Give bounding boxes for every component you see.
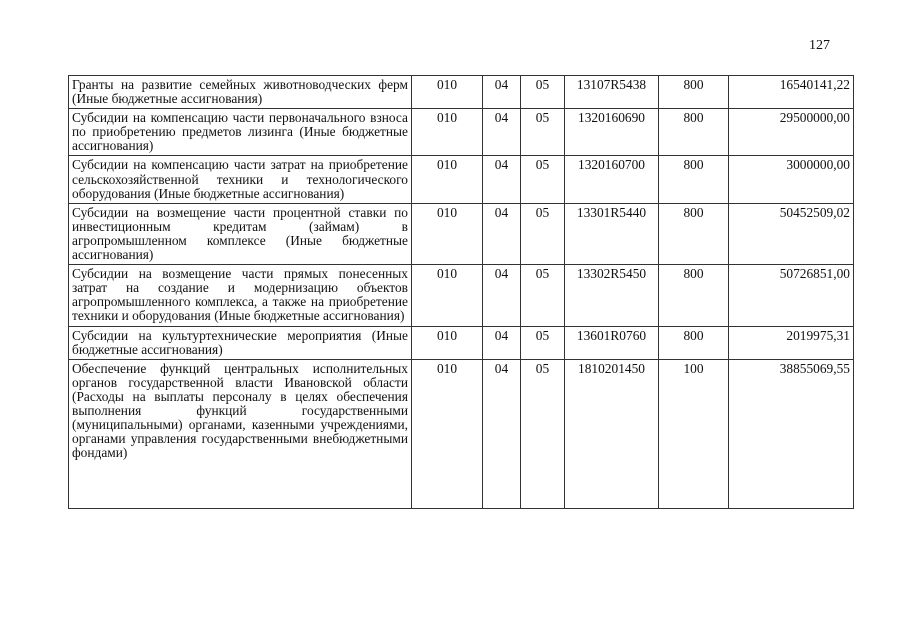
table-row — [69, 359, 854, 508]
section-code: 04 — [483, 265, 521, 326]
subsection-code: 05 — [521, 265, 565, 326]
row-description: Субсидии на культуртехнические мероприятия (Иные бюджетные ассигнования) — [69, 326, 412, 359]
expense-type-code: 800 — [659, 156, 729, 203]
section-code: 04 — [483, 326, 521, 359]
amount-value: 50452509,02 — [729, 203, 854, 264]
amount-value: 29500000,00 — [729, 109, 854, 156]
target-code: 13301R5440 — [565, 203, 659, 264]
ministry-code: 010 — [412, 203, 483, 264]
target-code: 1320160700 — [565, 156, 659, 203]
subsection-code: 05 — [521, 76, 565, 109]
section-code: 04 — [483, 156, 521, 203]
target-code: 13601R0760 — [565, 326, 659, 359]
expense-type-code: 800 — [659, 76, 729, 109]
amount-value: 50726851,00 — [729, 265, 854, 326]
subsection-code: 05 — [521, 326, 565, 359]
ministry-code: 010 — [412, 156, 483, 203]
amount-value: 38855069,55 — [729, 359, 854, 508]
expense-type-code: 800 — [659, 326, 729, 359]
row-description: Субсидии на возмещение части прямых понесенных затрат на создание и модернизацию объектов агропромышленного комплекса, а также на приобретение техники и оборудования (Иные бюджетные ассигнования) — [69, 265, 412, 326]
ministry-code: 010 — [412, 76, 483, 109]
expense-type-code: 100 — [659, 359, 729, 508]
subsection-code: 05 — [521, 203, 565, 264]
ministry-code: 010 — [412, 359, 483, 508]
row-description: Гранты на развитие семейных животноводческих ферм (Иные бюджетные ассигнования) — [69, 76, 412, 109]
section-code: 04 — [483, 76, 521, 109]
table-row — [69, 76, 854, 109]
ministry-code: 010 — [412, 265, 483, 326]
ministry-code: 010 — [412, 109, 483, 156]
expense-type-code: 800 — [659, 109, 729, 156]
table-row — [69, 109, 854, 156]
section-code: 04 — [483, 359, 521, 508]
subsection-code: 05 — [521, 156, 565, 203]
table-row — [69, 203, 854, 264]
expense-type-code: 800 — [659, 265, 729, 326]
budget-table — [68, 75, 854, 509]
section-code: 04 — [483, 203, 521, 264]
row-description: Обеспечение функций центральных исполнительных органов государственной власти Ивановской области (Расходы на выплаты персоналу в целях обеспечения выполнения функций государственными (муниципальными) органами, казенными учреждениями, органами управления государственными внебюджетными фондами) — [69, 359, 412, 508]
target-code: 1810201450 — [565, 359, 659, 508]
subsection-code: 05 — [521, 109, 565, 156]
row-description: Субсидии на возмещение части процентной ставки по инвестиционным кредитам (займам) в агропромышленном комплексе (Иные бюджетные ассигнования) — [69, 203, 412, 264]
table-row — [69, 265, 854, 326]
target-code: 13302R5450 — [565, 265, 659, 326]
amount-value: 2019975,31 — [729, 326, 854, 359]
amount-value: 16540141,22 — [729, 76, 854, 109]
row-description: Субсидии на компенсацию части первоначального взноса по приобретению предметов лизинга (Иные бюджетные ассигнования) — [69, 109, 412, 156]
target-code: 1320160690 — [565, 109, 659, 156]
table-row — [69, 156, 854, 203]
page-number: 127 — [809, 38, 830, 53]
amount-value: 3000000,00 — [729, 156, 854, 203]
ministry-code: 010 — [412, 326, 483, 359]
row-description: Субсидии на компенсацию части затрат на приобретение сельскохозяйственной техники и технологического оборудования (Иные бюджетные ассигнования) — [69, 156, 412, 203]
table-row — [69, 326, 854, 359]
target-code: 13107R5438 — [565, 76, 659, 109]
section-code: 04 — [483, 109, 521, 156]
subsection-code: 05 — [521, 359, 565, 508]
expense-type-code: 800 — [659, 203, 729, 264]
